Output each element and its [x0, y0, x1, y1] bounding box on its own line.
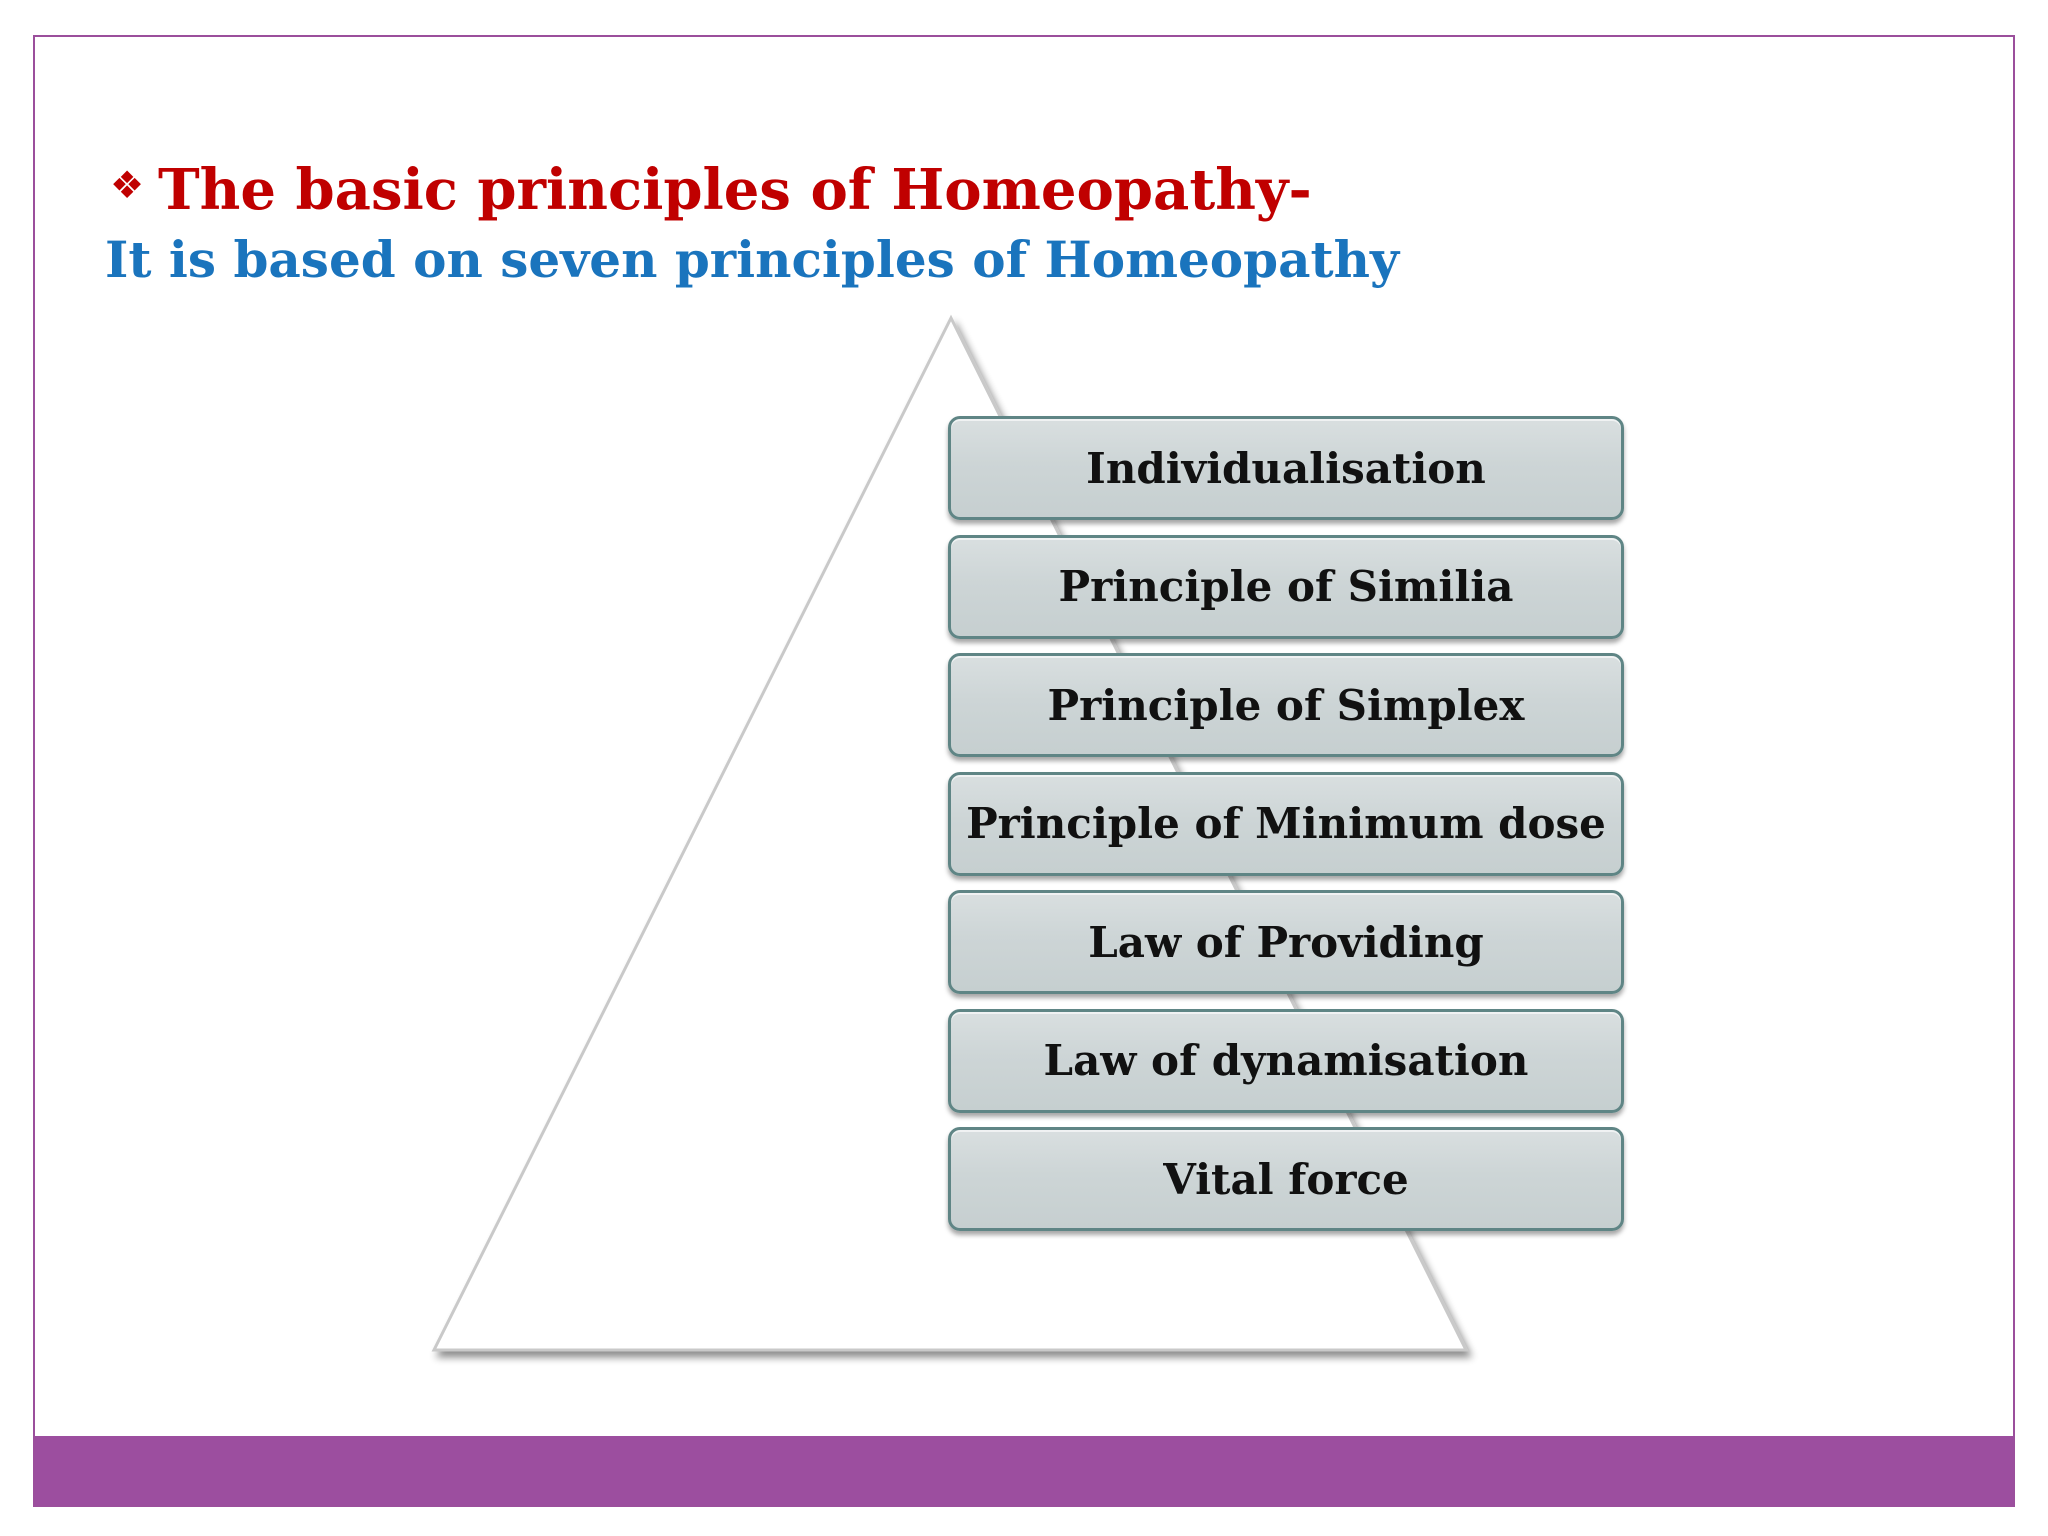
principle-box: Vital force: [948, 1127, 1624, 1231]
footer-accent-bar: [35, 1436, 2013, 1505]
principle-box: Principle of Simplex: [948, 653, 1624, 757]
principle-box: Law of Providing: [948, 890, 1624, 994]
principle-box: Individualisation: [948, 416, 1624, 520]
slide-title: The basic principles of Homeopathy-: [158, 157, 1312, 223]
principle-box: Principle of Similia: [948, 535, 1624, 639]
diamond-bullet-icon: ❖: [110, 163, 145, 207]
principle-box: Principle of Minimum dose: [948, 772, 1624, 876]
principle-box: Law of dynamisation: [948, 1009, 1624, 1113]
slide-subtitle: It is based on seven principles of Homeopathy: [105, 230, 1400, 289]
